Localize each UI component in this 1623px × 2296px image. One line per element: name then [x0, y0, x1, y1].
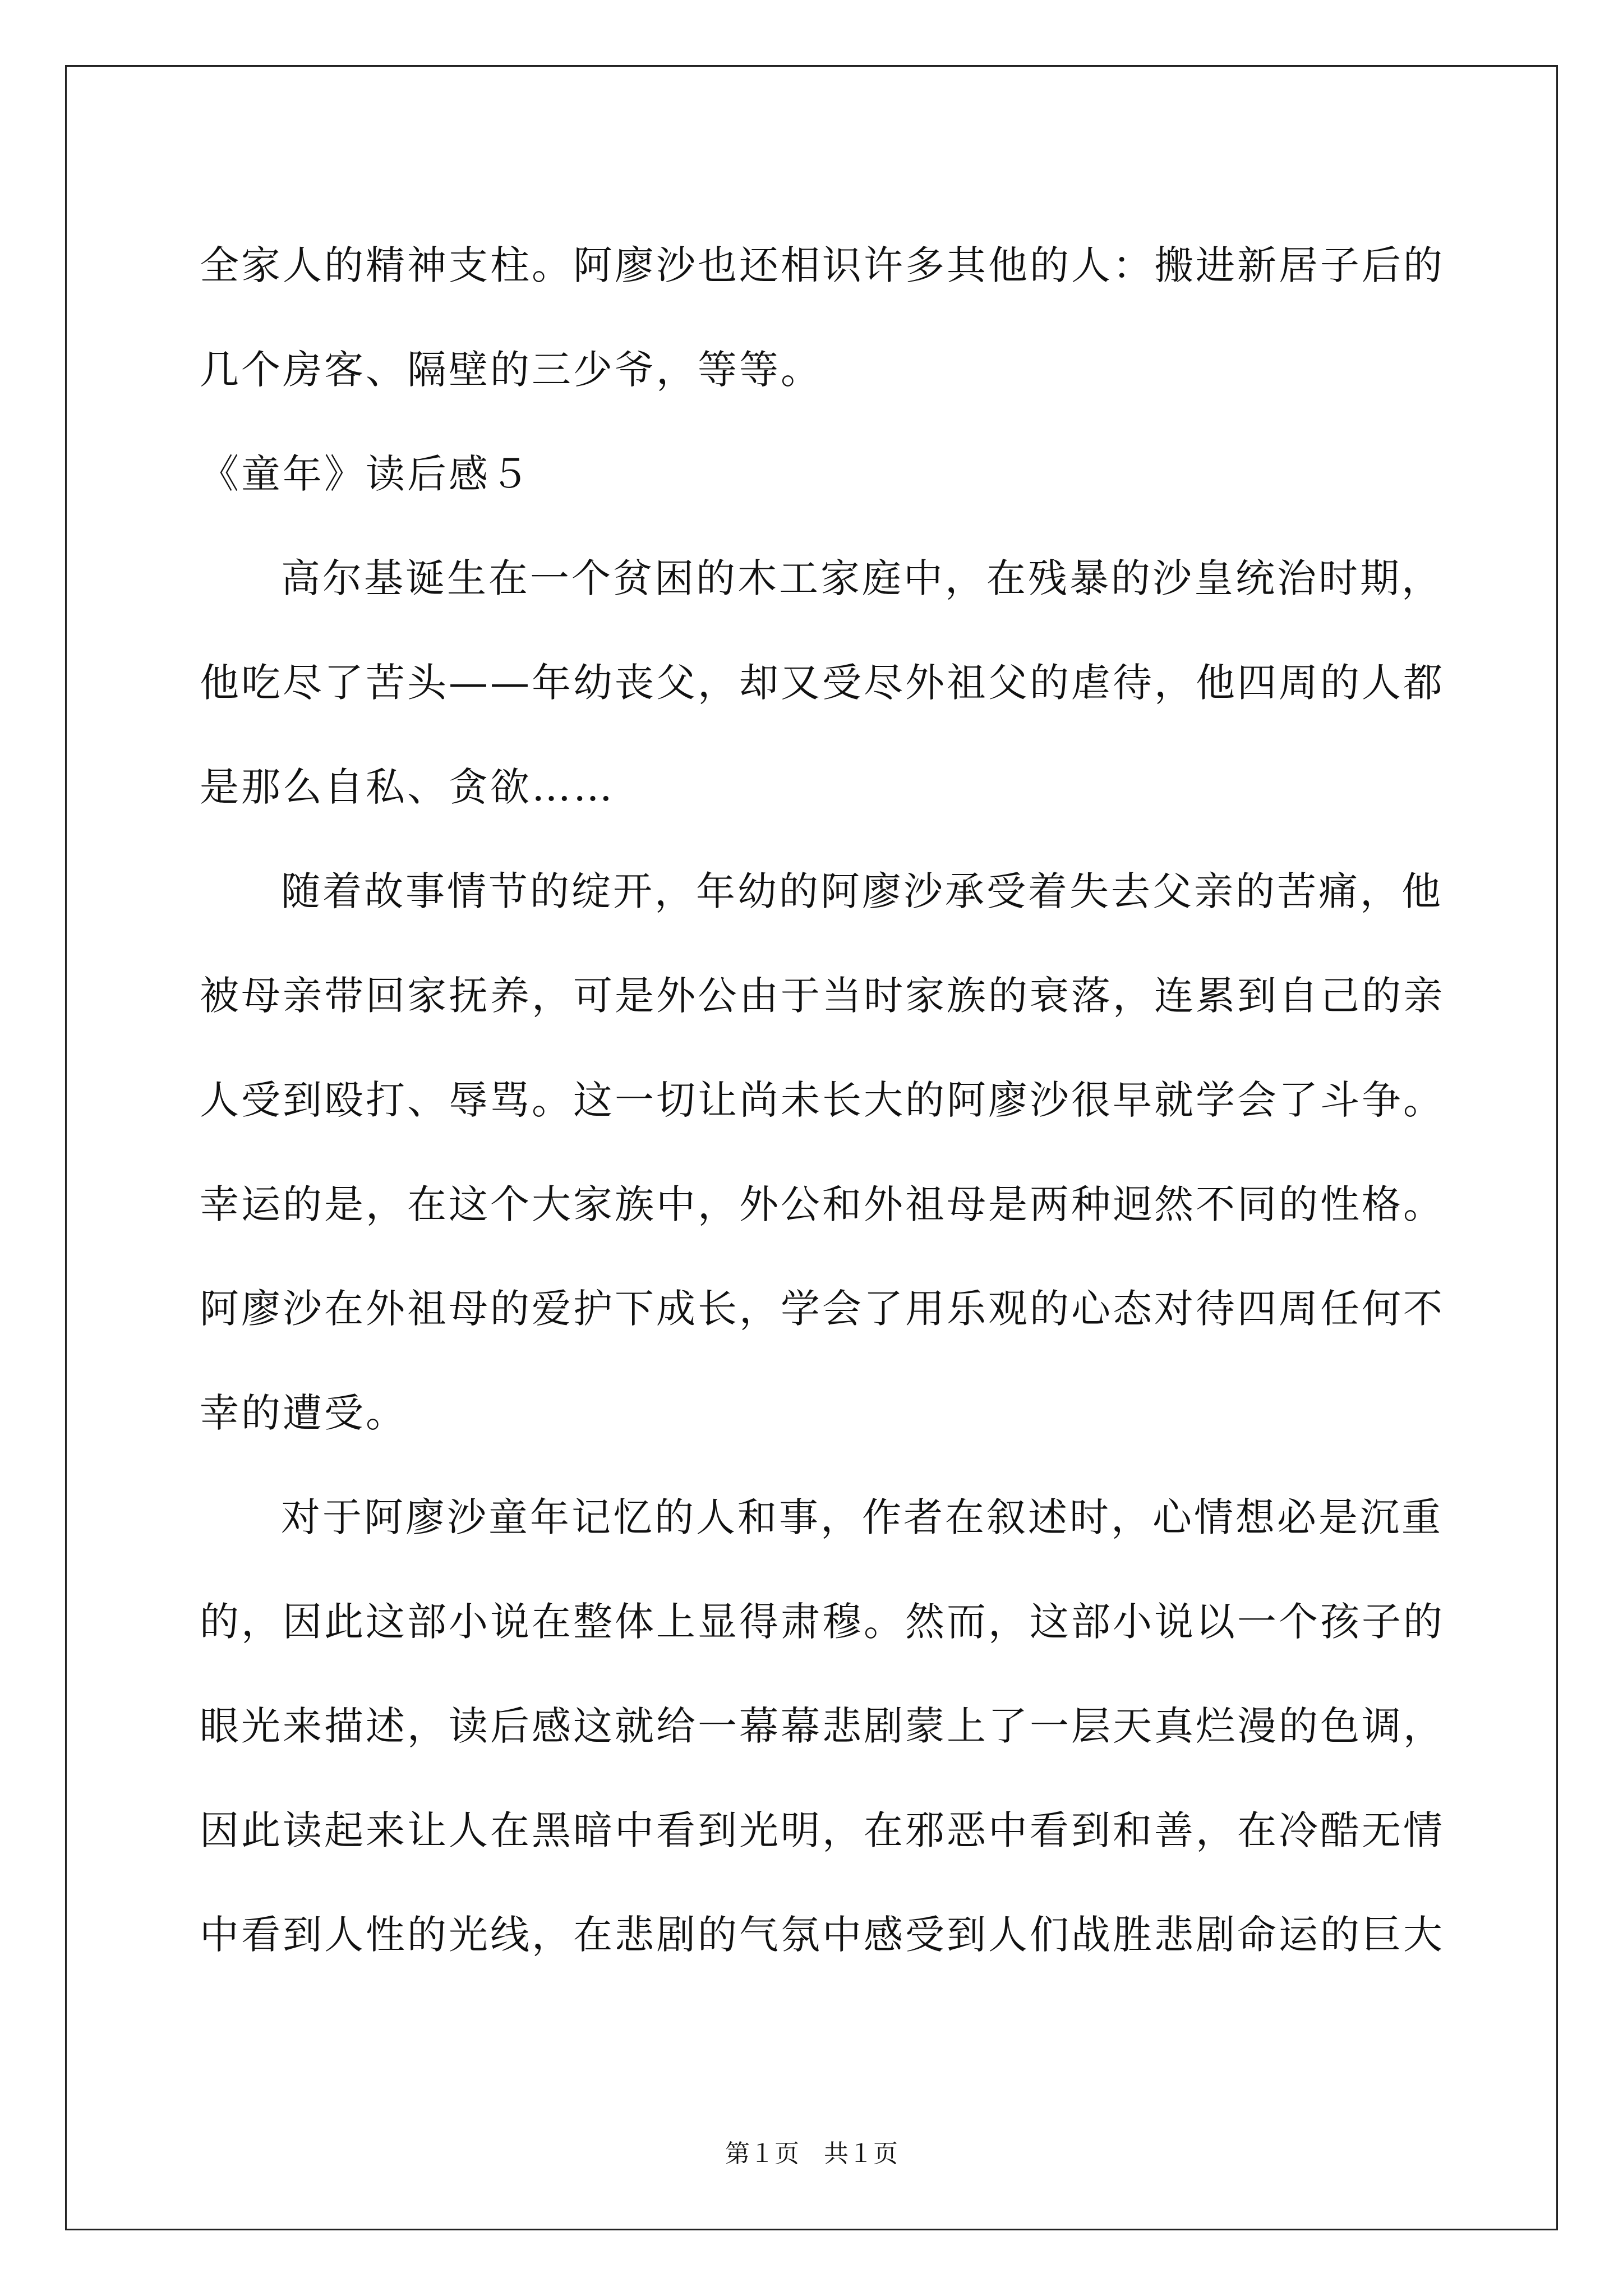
- section-heading: 《童年》读后感５: [200, 451, 532, 497]
- text-line-4: 高尔基诞生在一个贫困的木工家庭中，在残暴的沙皇统治时期，: [281, 555, 1443, 601]
- text-line-1: 全家人的精神支柱。阿廖沙也还相识许多其他的人：搬进新居子后的: [200, 242, 1445, 288]
- text-line-17: 中看到人性的光线，在悲剧的气氛中感受到人们战胜悲剧命运的巨大: [200, 1912, 1445, 1958]
- text-line-7: 随着故事情节的绽开，年幼的阿廖沙承受着失去父亲的苦痛，他: [281, 868, 1443, 914]
- text-line-10: 幸运的是，在这个大家族中，外公和外祖母是两种迥然不同的性格。: [200, 1181, 1445, 1227]
- text-line-13: 对于阿廖沙童年记忆的人和事，作者在叙述时，心情想必是沉重: [281, 1494, 1443, 1540]
- text-line-9: 人受到殴打、辱骂。这一切让尚未长大的阿廖沙很早就学会了斗争。: [200, 1077, 1445, 1123]
- document-body: [200, 213, 1445, 1987]
- text-line-2: 几个房客、隔壁的三少爷，等等。: [200, 347, 822, 393]
- text-line-5: 他吃尽了苦头——年幼丧父，却又受尽外祖父的虐待，他四周的人都: [200, 660, 1445, 706]
- page-footer: 第１页 共１页: [725, 2139, 898, 2168]
- text-line-14: 的，因此这部小说在整体上显得肃穆。然而，这部小说以一个孩子的: [200, 1599, 1445, 1645]
- text-line-11: 阿廖沙在外祖母的爱护下成长，学会了用乐观的心态对待四周任何不: [200, 1286, 1445, 1332]
- text-line-6: 是那么自私、贪欲……: [200, 764, 615, 810]
- text-line-16: 因此读起来让人在黑暗中看到光明，在邪恶中看到和善，在冷酷无情: [200, 1807, 1445, 1853]
- text-line-12: 幸的遭受。: [200, 1390, 407, 1436]
- text-line-8: 被母亲带回家抚养，可是外公由于当时家族的衰落，连累到自己的亲: [200, 973, 1445, 1019]
- text-line-15: 眼光来描述，读后感这就给一幕幕悲剧蒙上了一层天真烂漫的色调，: [200, 1703, 1445, 1749]
